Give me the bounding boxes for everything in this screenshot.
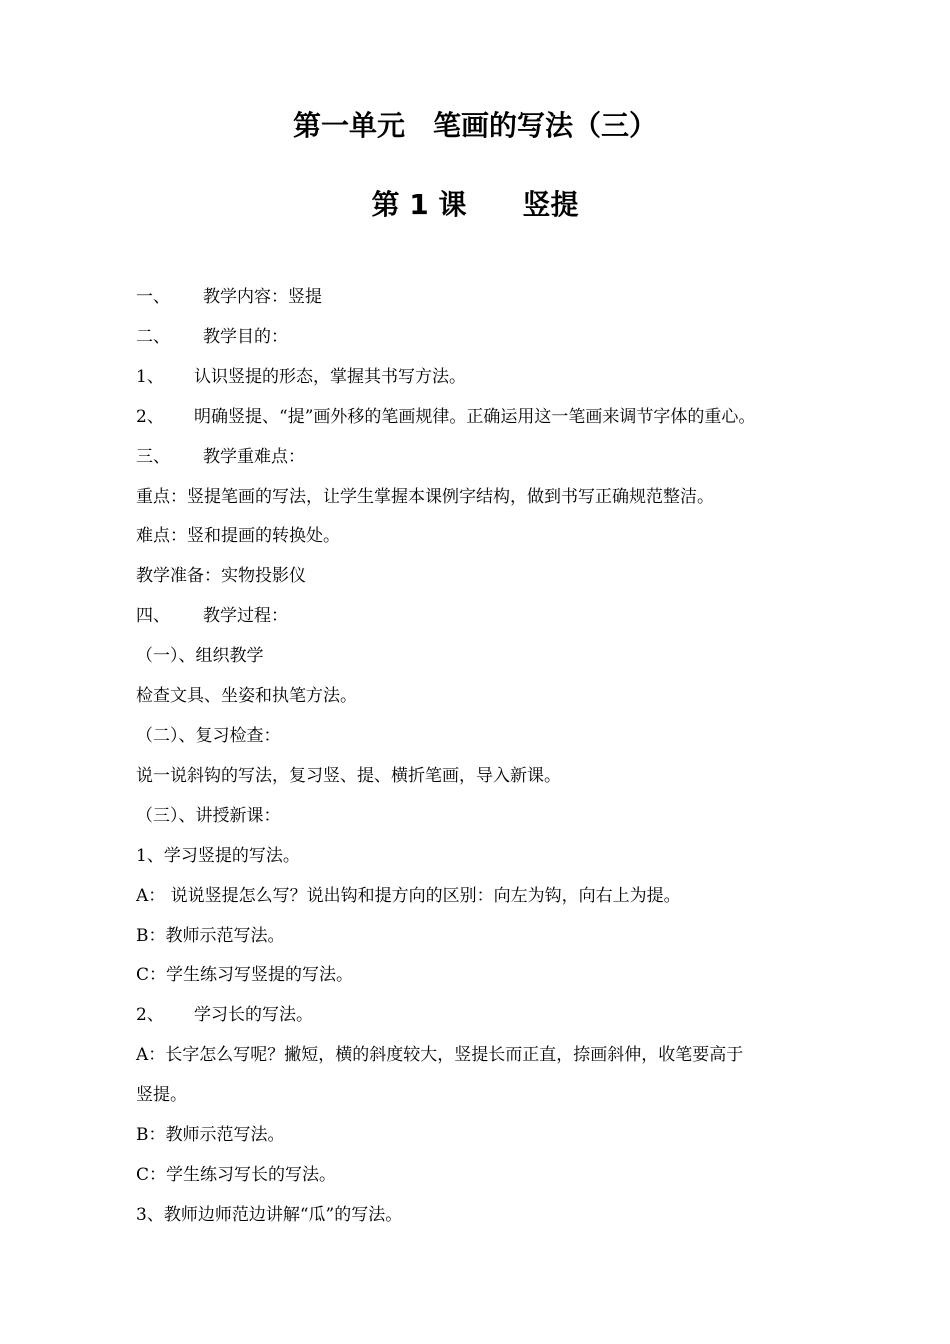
line-text: 教学重难点： [203, 447, 305, 467]
content-line [136, 804, 826, 828]
content-line [136, 365, 826, 389]
line-text: 1、学习竖提的写法。 [136, 846, 300, 866]
list-number: 2、 [136, 1005, 164, 1025]
unit-title: 第一单元 笔画的写法（三） [292, 109, 657, 142]
content-line [136, 684, 826, 708]
line-text: 教学目的： [203, 327, 288, 347]
list-number: 四、 [136, 606, 170, 626]
content-line [136, 1163, 826, 1187]
content-line [136, 1123, 826, 1147]
line-text: B：教师示范写法。 [136, 1125, 285, 1145]
list-number: 1、 [136, 367, 164, 387]
lesson-title: 第 1 课 竖提 [371, 188, 579, 221]
content-line [136, 644, 826, 668]
line-text: 3、教师边师范边讲解“瓜”的写法。 [136, 1205, 403, 1225]
line-text: 明确竖提、“提”画外移的笔画规律。正确运用这一笔画来调节字体的重心。 [194, 407, 756, 427]
line-text: 认识竖提的形态，掌握其书写方法。 [194, 367, 466, 387]
list-number: 2、 [136, 407, 164, 427]
content-line [136, 405, 826, 429]
line-text: B：教师示范写法。 [136, 926, 285, 946]
content-line [136, 564, 826, 588]
line-text: 教学内容：竖提 [203, 287, 322, 307]
content-line [136, 325, 826, 349]
content-line [136, 485, 826, 509]
line-text: 教学准备：实物投影仪 [136, 566, 306, 586]
list-number: 三、 [136, 447, 170, 467]
line-text: C：学生练习写竖提的写法。 [136, 965, 354, 985]
content-line [136, 1003, 826, 1027]
content-line [136, 764, 826, 788]
content-line [136, 445, 826, 469]
line-text: A： 说说竖提怎么写？说出钩和提方向的区别：向左为钩，向右上为提。 [136, 886, 681, 906]
content-line [136, 724, 826, 748]
content-line [136, 285, 826, 309]
content-line [136, 924, 826, 948]
content-line [136, 963, 826, 987]
line-text: （一）、组织教学 [136, 646, 264, 666]
line-text: （三）、讲授新课： [136, 806, 281, 826]
content-line [136, 1083, 826, 1107]
line-text: C：学生练习写长的写法。 [136, 1165, 337, 1185]
line-text: 教学过程： [203, 606, 288, 626]
list-number: 一、 [136, 287, 170, 307]
line-text: （二）、复习检查： [136, 726, 281, 746]
content-line [136, 604, 826, 628]
content-line [136, 844, 826, 868]
content-line [136, 524, 826, 548]
line-text: 说一说斜钩的写法，复习竖、提、横折笔画，导入新课。 [136, 766, 561, 786]
line-text: 学习长的写法。 [194, 1005, 313, 1025]
line-text: 竖提。 [136, 1085, 187, 1105]
list-number: 二、 [136, 327, 170, 347]
line-text: 检查文具、坐姿和执笔方法。 [136, 686, 357, 706]
line-text: A：长字怎么写呢？撇短，横的斜度较大，竖提长而正直，捺画斜伸，收笔要高于 [136, 1045, 744, 1065]
line-text: 难点：竖和提画的转换处。 [136, 526, 340, 546]
content-line [136, 884, 826, 908]
content-line [136, 1043, 826, 1067]
line-text: 重点：竖提笔画的写法，让学生掌握本课例字结构，做到书写正确规范整洁。 [136, 487, 714, 507]
content-line [136, 1203, 826, 1227]
